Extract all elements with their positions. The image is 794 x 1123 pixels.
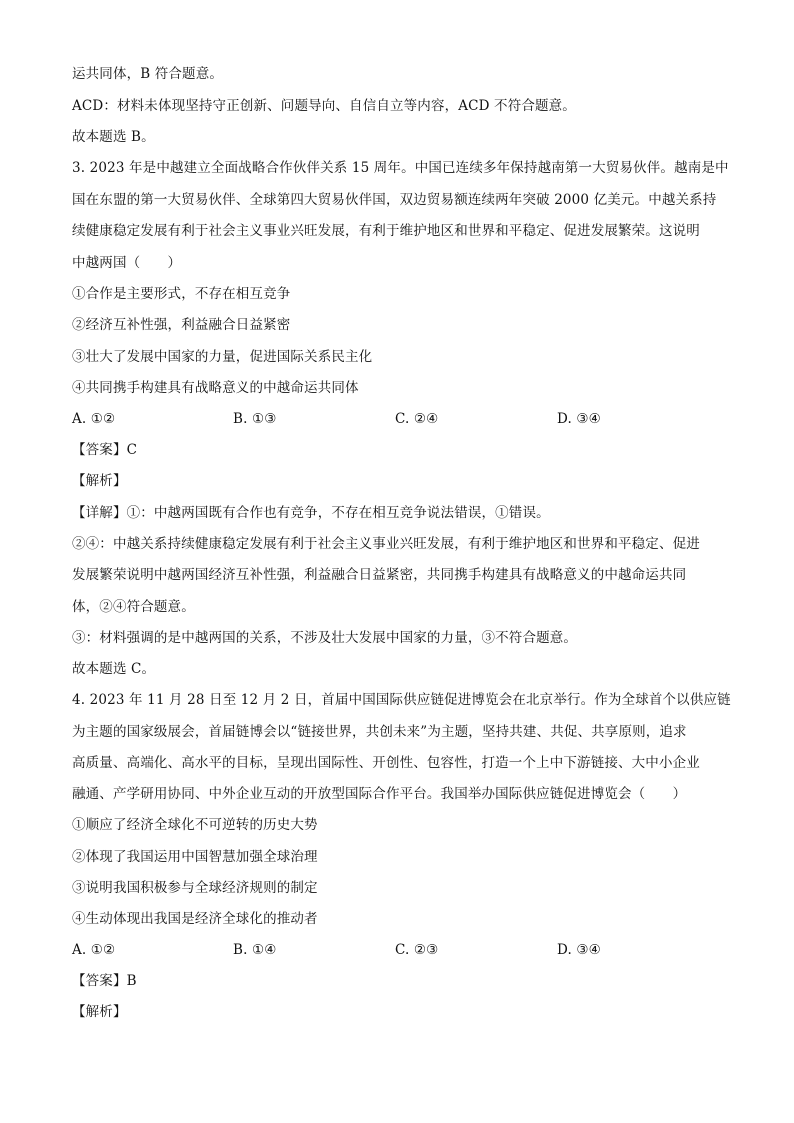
question-3-detail: 体，②④符合题意。 bbox=[72, 599, 195, 615]
text-line: 故本题选 B。 bbox=[72, 129, 155, 145]
question-4-item: ④生动体现出我国是经济全球化的推动者 bbox=[72, 911, 318, 927]
question-3-detail: ②④：中越关系持续健康稳定发展有利于社会主义事业兴旺发展，有利于维护地区和世界和平稳定、促进 bbox=[72, 536, 700, 552]
question-4-stem: 为主题的国家级展会，首届链博会以“链接世界，共创未来”为主题，坚持共建、共促、共享原则，追求 bbox=[72, 724, 687, 740]
question-3-item: ②经济互补性强，利益融合日益紧密 bbox=[72, 317, 291, 333]
question-4-stem: 高质量、高端化、高水平的目标，呈现出国际性、开创性、包容性，打造一个上中下游链接、大中小企业 bbox=[72, 755, 700, 771]
question-4-stem: 4. 2023 年 11 月 28 日至 12 月 2 日，首届中国国际供应链促进博览会在北京举行。作为全球首个以供应链 bbox=[72, 692, 731, 708]
question-3-answer: 【答案】C bbox=[72, 442, 138, 458]
question-3-item: ④共同携手构建具有战略意义的中越命运共同体 bbox=[72, 380, 359, 396]
option-b: B. ①③ bbox=[233, 411, 277, 427]
option-a: A. ①② bbox=[72, 411, 116, 427]
question-4-stem: 融通、产学研用协同、中外企业互动的开放型国际合作平台。我国举办国际供应链促进博览会（ ） bbox=[72, 786, 687, 802]
question-3-item: ③壮大了发展中国家的力量，促进国际关系民主化 bbox=[72, 349, 373, 365]
question-4-item: ②体现了我国运用中国智慧加强全球治理 bbox=[72, 849, 318, 865]
question-3-item: ①合作是主要形式，不存在相互竞争 bbox=[72, 286, 291, 302]
question-3-stem: 中越两国（ ） bbox=[72, 255, 182, 271]
question-4-analysis-heading: 【解析】 bbox=[72, 1004, 127, 1020]
text-line: 运共同体，B 符合题意。 bbox=[72, 66, 224, 82]
question-3-detail: 故本题选 C。 bbox=[72, 661, 156, 677]
option-c: C. ②④ bbox=[395, 411, 439, 427]
question-4-item: ①顺应了经济全球化不可逆转的历史大势 bbox=[72, 817, 318, 833]
option-d: D. ③④ bbox=[557, 942, 601, 958]
question-3-detail: 【详解】①：中越两国既有合作也有竞争，不存在相互竞争说法错误，①错误。 bbox=[72, 505, 550, 521]
question-3-stem: 3. 2023 年是中越建立全面战略合作伙伴关系 15 周年。中国已连续多年保持越南第一大贸易伙伴。越南是中 bbox=[72, 160, 729, 176]
option-c: C. ②③ bbox=[395, 942, 439, 958]
question-3-analysis-heading: 【解析】 bbox=[72, 473, 127, 489]
question-3-detail: 发展繁荣说明中越两国经济互补性强，利益融合日益紧密，共同携手构建具有战略意义的中越命运共同 bbox=[72, 567, 687, 583]
question-4-item: ③说明我国积极参与全球经济规则的制定 bbox=[72, 880, 318, 896]
question-4-answer: 【答案】B bbox=[72, 973, 137, 989]
option-b: B. ①④ bbox=[233, 942, 277, 958]
option-d: D. ③④ bbox=[557, 411, 601, 427]
question-3-stem: 续健康稳定发展有利于社会主义事业兴旺发展，有利于维护地区和世界和平稳定、促进发展繁荣。这说明 bbox=[72, 223, 700, 239]
option-a: A. ①② bbox=[72, 942, 116, 958]
text-line: ACD：材料未体现坚持守正创新、问题导向、自信自立等内容，ACD 不符合题意。 bbox=[72, 98, 576, 114]
question-3-stem: 国在东盟的第一大贸易伙伴、全球第四大贸易伙伴国，双边贸易额连续两年突破 2000 亿美元。中越关系持 bbox=[72, 192, 717, 208]
question-3-detail: ③：材料强调的是中越两国的关系，不涉及壮大发展中国家的力量，③不符合题意。 bbox=[72, 630, 578, 646]
